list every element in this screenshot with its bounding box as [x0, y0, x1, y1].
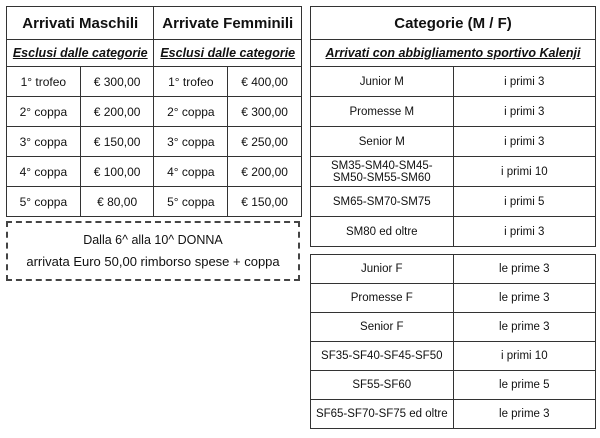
male-place: 4° coppa	[7, 157, 81, 187]
category-name: Promesse F	[311, 284, 454, 313]
female-prize: € 300,00	[228, 97, 302, 127]
male-place: 3° coppa	[7, 127, 81, 157]
female-prize: € 200,00	[228, 157, 302, 187]
category-award: i primi 3	[453, 97, 595, 127]
male-prize: € 150,00	[80, 127, 154, 157]
category-award: le prime 5	[453, 371, 595, 400]
male-place: 1° trofeo	[7, 67, 81, 97]
categories-female-table	[310, 254, 596, 429]
female-prize: € 400,00	[228, 67, 302, 97]
category-name: SF55-SF60	[311, 371, 454, 400]
category-award: i primi 3	[453, 217, 595, 247]
extra-note-line1: Dalla 6^ alla 10^ DONNA	[83, 233, 223, 247]
female-prize: € 250,00	[228, 127, 302, 157]
table-row	[7, 97, 302, 127]
category-name: Promesse M	[311, 97, 454, 127]
male-prize: € 200,00	[80, 97, 154, 127]
male-prize: € 100,00	[80, 157, 154, 187]
category-name: SM80 ed oltre	[311, 217, 454, 247]
category-name: SM65-SM70-SM75	[311, 187, 454, 217]
table-row	[311, 284, 596, 313]
male-place: 2° coppa	[7, 97, 81, 127]
male-prize: € 80,00	[80, 187, 154, 217]
category-award: i primi 10	[453, 157, 595, 187]
female-place: 5° coppa	[154, 187, 228, 217]
female-place: 4° coppa	[154, 157, 228, 187]
table-row	[7, 127, 302, 157]
category-name: Junior M	[311, 67, 454, 97]
table-row	[311, 217, 596, 247]
table-row	[311, 255, 596, 284]
category-name: SM35-SM40-SM45-SM50-SM55-SM60	[311, 157, 454, 187]
category-award: i primi 5	[453, 187, 595, 217]
category-name: SF65-SF70-SF75 ed oltre	[311, 400, 454, 429]
category-name: SF35-SF40-SF45-SF50	[311, 342, 454, 371]
female-prize: € 150,00	[228, 187, 302, 217]
table-row	[311, 313, 596, 342]
table-row	[311, 157, 596, 187]
table-row	[311, 187, 596, 217]
table-row	[7, 187, 302, 217]
extra-note-line2: arrivata Euro 50,00 rimborso spese + coppa	[26, 254, 280, 269]
male-title: Arrivati Maschili	[7, 7, 154, 40]
table-row	[311, 342, 596, 371]
category-name: Senior F	[311, 313, 454, 342]
category-name: Junior F	[311, 255, 454, 284]
female-title: Arrivate Femminili	[154, 7, 302, 40]
category-award: i primi 10	[453, 342, 595, 371]
category-award: le prime 3	[453, 313, 595, 342]
prize-table	[6, 6, 302, 217]
female-place: 2° coppa	[154, 97, 228, 127]
table-row	[311, 371, 596, 400]
male-prize: € 300,00	[80, 67, 154, 97]
table-row	[311, 127, 596, 157]
categories-male-table	[310, 6, 596, 247]
table-row	[7, 157, 302, 187]
category-award: le prime 3	[453, 255, 595, 284]
table-row	[311, 97, 596, 127]
male-place: 5° coppa	[7, 187, 81, 217]
category-award: i primi 3	[453, 67, 595, 97]
table-row	[311, 67, 596, 97]
categories-subtitle: Arrivati con abbigliamento sportivo Kalenji	[311, 40, 596, 67]
female-place: 1° trofeo	[154, 67, 228, 97]
category-award: le prime 3	[453, 284, 595, 313]
male-subtitle: Esclusi dalle categorie	[7, 40, 154, 67]
female-subtitle: Esclusi dalle categorie	[154, 40, 302, 67]
category-name: Senior M	[311, 127, 454, 157]
table-row	[7, 67, 302, 97]
table-row	[311, 400, 596, 429]
extra-prize-note	[6, 221, 300, 281]
categories-title: Categorie (M / F)	[311, 7, 596, 40]
category-award: le prime 3	[453, 400, 595, 429]
category-award: i primi 3	[453, 127, 595, 157]
female-place: 3° coppa	[154, 127, 228, 157]
